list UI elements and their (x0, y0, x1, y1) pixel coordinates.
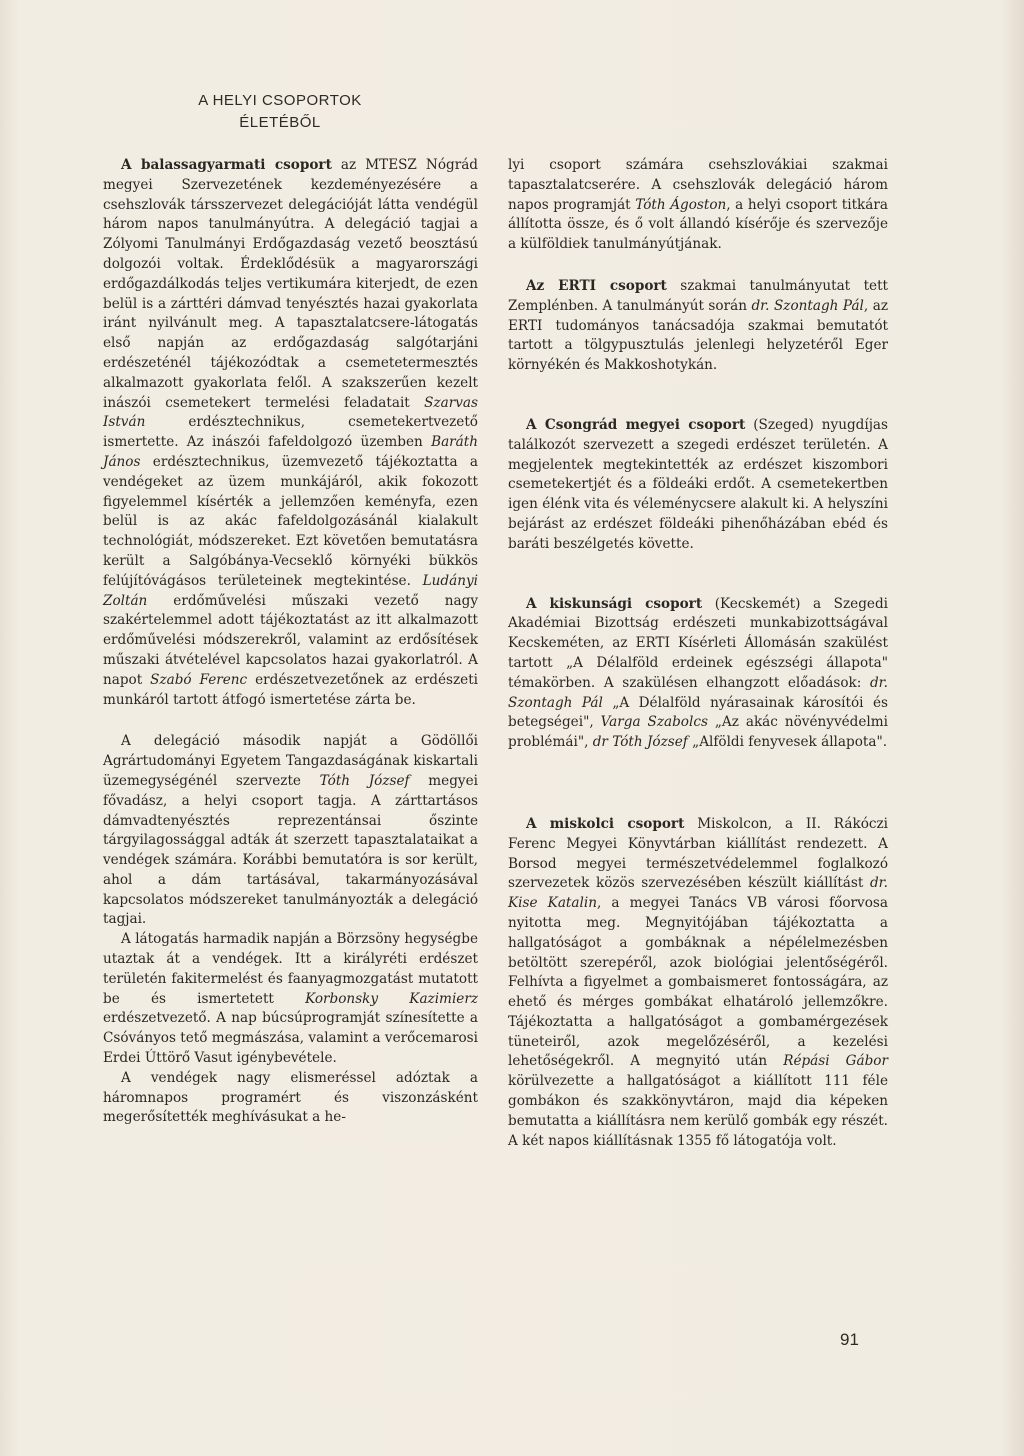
left-column (103, 156, 478, 1128)
title-line-1: A HELYI CSOPORTOK (198, 92, 362, 109)
group-name: A kiskunsági csoport (526, 595, 703, 612)
paragraph-kiskunsag: A kiskunsági csoport (Kecskemét) a Szegedi Akadémiai Bizottság erdészeti munkabizottságával Kecskeméten, az ERTI Kísérleti Állomásán szakülést tartott „A Délalföld erdeinek egészségi állapota" témakörben. A szakülésen elhangzott előadások: dr. Szontagh Pál „A Délalföld nyárasainak károsítói és betegségei", Varga Szabolcs „Az akác növényvédelmi problémái", dr Tóth József „Alföldi fenyvesek állapota". (508, 595, 888, 751)
page-number: 91 (840, 1330, 859, 1349)
paragraph-miskolc: A miskolci csoport Miskolcon, a II. Rákóczi Ferenc Megyei Könyvtárban kiállítást rendezett. A Borsod megyei természetvédelemmel foglalkozó szervezetek közös szervezésében készült kiállítást dr. Kise Katalin, a megyei Tanács VB városi főorvosa nyitotta meg. Megnyitójában tájékoztatta a hallgatóságot a gombáknak a népélelmezésben betöltött szerepéről, azok biológiai jelentőségéről. Felhívta a figyelmet a gombaismeret fontosságára, az ehető és mérges gombákat elhatároló jellemzőkre. Tájékoztatta a hallgatóságot a gombamérgezések tüneteiről, azok megelőzéséről, a kezelési lehetőségekről. A megnyitó után Répási Gábor körülvezette a hallgatóságot a kiállított 111 féle gombákon és szakkönyvtáron, majd dia képeken bemutatta a kiállításra nem kerülő gombák egy részét. A két napos kiállításnak 1355 fő látogatója volt. (508, 815, 888, 1149)
group-name: A miskolci csoport (526, 815, 685, 832)
group-name: A balassagyarmati csoport (121, 157, 332, 173)
paragraph-csongrad: A Csongrád megyei csoport (Szeged) nyugdíjas találkozót szervezett a szegedi erdészet területén. A megjelentek megtekintették az erdészet kiszombori csemetekertjét és a földeáki erdőt. A csemetekertben igen élénk vita és véleménycsere alakult ki. A helyszíni bejárást az erdészet földeáki pihenőházában ebéd és baráti beszélgetés követte. (508, 416, 888, 552)
paragraph-balassagyarmat: A balassagyarmati csoport az MTESZ Nógrád megyei Szervezetének kezdeményezésére a csehszlovák társszervezet delegációját látta vendégül három napos tanulmányútra. A delegáció tagjai a Zólyomi Tanulmányi Erdőgazdaság vezető beosztású dolgozói voltak. Érdeklődésük a magyarországi erdőgazdálkodás teljes vertikumára kiterjedt, de ezen belül is a zárttéri dámvad tenyésztés hazai gyakorlata iránt nyilvánult meg. A tapasztalatcsere-látogatás első napján az erdőgazdaság salgótarjáni erdészeténél tájékozódtak a csemetetermesztés alkalmazott gyakorlata felől. A szakszerűen kezelt inászói csemetekert termelési feladatait Szarvas István erdésztechnikus, csemetekertvezető ismertette. Az inászói fafeldolgozó üzemben Baráth János erdésztechnikus, üzemvezető tájékoztatta a vendégeket az üzem munkájáról, akik fokozott figyelemmel kísérték a jellemzően keményfa, ezen belül is az akác fafeldolgozásánál kialakult technológiát, módszereket. Ezt követően bemutatásra került a Salgóbánya-Vecseklő környéki bükkös felújítóvágásos területeinek megtekintése. Ludányi Zoltán erdőművelési műszaki vezető nagy szakértelemmel adott tájékoztatást az itt alkalmazott erdőművelési módszerekről, valamint az erdősítések műszaki átvételével kapcsolatos hazai gyakorlatról. A napot Szabó Ferenc erdészetvezetőnek az erdészeti munkáról tartott átfogó ismertetése zárta be. (103, 157, 479, 708)
title-line-2: ÉLETÉBŐL (239, 114, 321, 131)
section-title (160, 90, 400, 134)
paragraph-closing: A vendégek nagy elismeréssel adóztak a háromnapos programért és viszonzásként megerősítették meghívásukat a he- (103, 1069, 478, 1126)
group-name: Az ERTI csoport (526, 277, 667, 294)
paragraph-continuation: lyi csoport számára csehszlovákiai szakmai tapasztalatcserére. A csehszlovák delegáció három napos programját Tóth Ágoston, a helyi csoport titkára állította össze, és ő volt állandó kísérője és szervezője a külföldiek tanulmányútjának. (508, 157, 888, 253)
paragraph-third-day: A látogatás harmadik napján a Börzsöny hegységbe utaztak át a vendégek. Itt a királyréti erdészet területén fakitermelést és faanyagmozgatást mutatott be és ismertetett Korbonsky Kazimierz erdészetvezető. A nap búcsúprogramját színesítette a Csóványos tető megmászása, valamint a verőcemarosi Erdei Úttörő Vasut igénybevétele. (103, 931, 478, 1067)
paragraph-second-day: A delegáció második napját a Gödöllői Agrártudományi Egyetem Tangazdaságának kiskartali üzemegységénél szervezte Tóth József megyei fővadász, a helyi csoport tagja. A zárttartásos dámvadtenyésztés reprezentánsai őszinte tárgyilagossággal adták át szerzett tapasztalataikat a vendégek számára. Korábbi bemutatóra is sor került, ahol a dám tartásával, takarmányozásával kapcsolatos módszereket tanulmányozták a delegáció tagjai. (103, 733, 478, 928)
paragraph-erti: Az ERTI csoport szakmai tanulmányutat tett Zemplénben. A tanulmányút során dr. Szontagh Pál, az ERTI tudományos tanácsadója szakmai bemutatót tartott a tölgypusztulás jelenlegi helyzetéről Eger környékén és Makkoshotykán. (508, 277, 889, 374)
right-column (508, 156, 888, 1151)
group-name: A Csongrád megyei csoport (526, 416, 746, 433)
